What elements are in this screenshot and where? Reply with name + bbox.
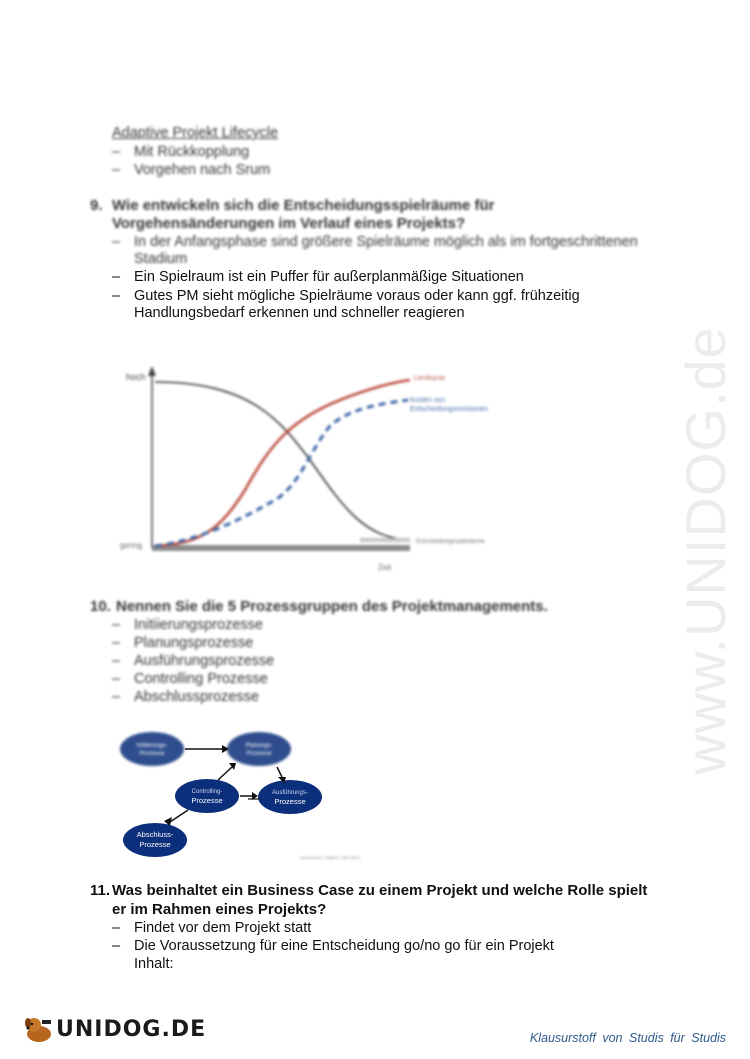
list-item: – Findet vor dem Projekt statt (112, 920, 312, 936)
node-planung (227, 732, 291, 766)
process-groups-diagram (110, 725, 370, 870)
footer-tagline: Klausurstoff von Studis für Studis (529, 1031, 726, 1045)
y-bottom-label: gering (120, 541, 143, 550)
question-number: 10. (90, 598, 111, 615)
arrow-ctrl-to-close (170, 810, 188, 822)
watermark-text: www.UNIDOG.de (673, 325, 737, 775)
list-item-text: Ausführungsprozesse (134, 653, 275, 669)
question-line: Vorgehensänderungen im Verlauf eines Projekts? (112, 215, 466, 232)
list-item: – Planungsprozesse (112, 635, 254, 651)
question-text: Nennen Sie die 5 Prozessgruppen des Projektmanagements. (116, 598, 548, 615)
list-item-text: In der Anfangsphase sind größere Spielräume möglich als im fortgeschrittenen (134, 234, 638, 250)
section-heading: Adaptive Projekt Lifecycle (112, 125, 279, 141)
list-item-text: Planungsprozesse (134, 635, 254, 651)
list-item-continuation: Inhalt: (134, 956, 174, 972)
list-item: – Ausführungsprozesse (112, 653, 275, 669)
legend-label-black: Entscheidungsspielräume (416, 539, 485, 545)
list-item-text: Die Voraussetzung für eine Entscheidung go/no go für ein Projekt (134, 938, 554, 954)
list-item: – Die Voraussetzung für eine Entscheidung go/no go für ein Projekt (112, 938, 554, 954)
node-initiierung (120, 732, 184, 766)
arrow-ctrl-to-plan (218, 767, 232, 780)
list-item-text: Findet vor dem Projekt statt (134, 920, 312, 936)
list-item-text: Vorgehen nach Srum (134, 162, 271, 178)
list-item-continuation: Stadium (134, 251, 188, 267)
list-item-text: Controlling Prozesse (134, 671, 268, 687)
x-axis-label: Zeit (378, 563, 392, 572)
node-abschluss-label-1: Abschluss- (136, 830, 174, 839)
watermark (600, 270, 750, 830)
node-ausfuehrung-label-1: Ausführungs- (272, 790, 308, 796)
list-item: – Mit Rückkopplung (112, 144, 250, 160)
question-text: Wie entwickeln sich die Entscheidungsspielräume für (112, 197, 495, 214)
logo-text: UNIDOG.DE (56, 1016, 207, 1042)
node-controlling-label-1: Controlling- (191, 789, 223, 795)
question-number: 9. (90, 197, 103, 214)
node-planung-label-2: Prozesse (246, 751, 272, 757)
list-item-continuation: Handlungsbedarf erkennen und schneller reagieren (134, 305, 465, 321)
question-line (90, 196, 494, 215)
node-initiierung-label-1: Initiierungs- (136, 743, 168, 749)
question-line (90, 597, 548, 616)
list-item-text: Gutes PM sieht mögliche Spielräume voraus oder kann ggf. frühzeitig (134, 288, 580, 304)
list-item: – Gutes PM sieht mögliche Spielräume voraus oder kann ggf. frühzeitig (112, 288, 580, 304)
node-ausfuehrung-label-2: Prozesse (274, 797, 306, 806)
y-axis-arrow-icon (148, 366, 156, 376)
list-item: – Vorgehen nach Srum (112, 162, 271, 178)
list-item-text: Mit Rückkopplung (134, 144, 250, 160)
list-item-text: Initiierungsprozesse (134, 617, 263, 633)
list-item: – Abschlussprozesse (112, 689, 259, 705)
series-line-kosten (155, 400, 408, 546)
node-controlling-label-2: Prozesse (191, 796, 223, 805)
question-number: 11. (90, 882, 111, 899)
node-abschluss-label-2: Prozesse (139, 840, 171, 849)
list-item: – In der Anfangsphase sind größere Spielräume möglich als im fortgeschrittenen (112, 234, 638, 250)
question-text: Was beinhaltet ein Business Case zu einem Projekt und welche Rolle spielt (112, 882, 648, 899)
legend-label-blue-1: Kosten von (410, 397, 446, 404)
decision-scope-chart (110, 360, 530, 575)
legend-label-red: Lernkurve (414, 375, 446, 382)
dog-mascot-icon (22, 1014, 56, 1044)
diagram-source: (entnommen: PMBOK, PMI 2004) (300, 855, 360, 860)
node-initiierung-label-2: Prozesse (139, 751, 165, 757)
list-item-text: Abschlussprozesse (134, 689, 259, 705)
y-top-label: hoch (126, 372, 146, 382)
arrow-plan-to-exec (277, 767, 282, 777)
list-item: – Controlling Prozesse (112, 671, 268, 687)
list-item: – Initiierungsprozesse (112, 617, 263, 633)
node-planung-label-1: Planungs- (245, 743, 273, 749)
legend-label-blue-2: Entscheidungsrevisionen (410, 406, 488, 413)
footer-logo[interactable] (22, 1014, 206, 1044)
question-line (90, 881, 647, 900)
list-item: – Ein Spielraum ist ein Puffer für außerplanmäßige Situationen (112, 269, 524, 285)
question-line: er im Rahmen eines Projekts? (112, 901, 327, 918)
list-item-text: Ein Spielraum ist ein Puffer für außerplanmäßige Situationen (134, 269, 524, 285)
